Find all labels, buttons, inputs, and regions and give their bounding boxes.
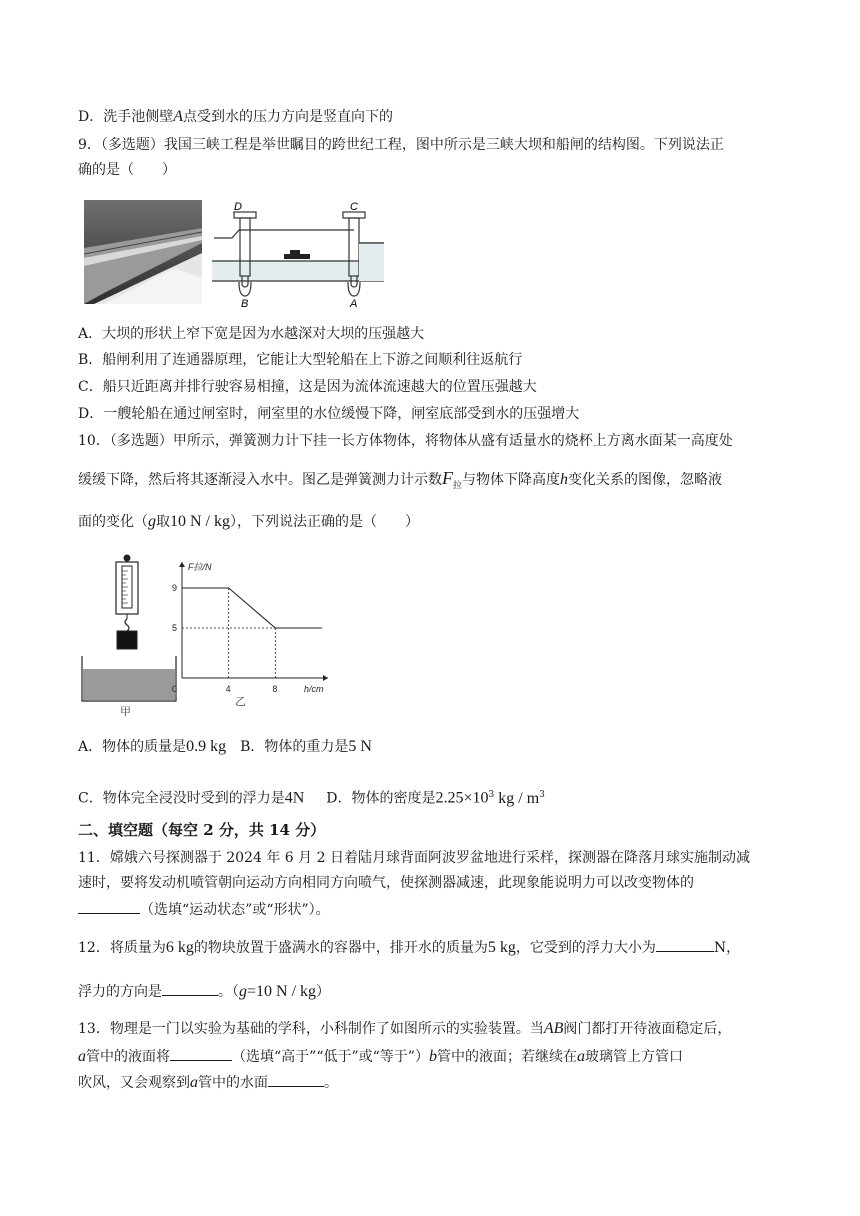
q13-blank-2[interactable] [268,1072,324,1087]
x-tick-label: 0 [172,684,178,694]
q13-line1: 13．物理是一门以实验为基础的学科，小科制作了如图所示的实验装置。当AB阀门都打开待液面稳定后， [78,1020,732,1037]
q9-option-b: B．船闸利用了连通器原理，它能让大型轮船在上下游之间顺利往返航行 [78,352,523,368]
q8-option-d: D．洗手池侧壁A点受到水的压力方向是竖直向下的 [78,108,394,125]
x-axis-arrow [323,675,328,681]
q12-blank-2[interactable] [162,981,218,996]
q9-stem-line1: 9．（多选题）我国三峡工程是举世瞩目的跨世纪工程，图中所示是三峡大坝和船闸的结构图。下列说法正 [78,137,724,153]
lock-label-a: A [350,298,358,308]
ship-icon [284,250,310,259]
q12-line1: 12．将质量为6 kg的物块放置于盛满水的容器中，排开水的质量为5 kg，它受到的浮力大小为 N， [78,939,741,956]
q9-option-c: C．船只近距离并排行驶容易相撞，这是因为流体流速越大的位置压强越大 [78,379,537,395]
y-axis-label: F拉/N [188,562,212,572]
lock-label-c: C [350,201,358,213]
q13-blank-1[interactable] [170,1046,232,1061]
q11-line3: （选填“运动状态”或“形状”）。 [78,899,330,920]
q13-line2: a管中的液面将 （选填“高于”“低于”或“等于”）b管中的液面；若继续在a玻璃管上方管口 [78,1048,683,1065]
x-axis-label: h/cm [304,684,324,694]
y-tick-label: 5 [172,623,178,633]
q11-blank[interactable] [78,899,140,914]
q10-stem-line1: 10．（多选题）甲所示，弹簧测力计下挂一长方体物体，将物体从盛有适量水的烧杯上方离水面某一高度处 [78,433,733,449]
q10-stem-line2: 缓缓下降，然后将其逐渐浸入水中。图乙是弹簧测力计示数$F_拉$与物体下降高度h变化关系的图像，忽略液 [78,468,723,491]
force-height-chart [172,562,328,694]
figure-label-jia: 甲 [120,706,131,718]
y-axis-arrow [179,562,185,567]
q9-option-d: D．一艘轮船在通过闸室时，闸室里的水位缓慢下降，闸室底部受到水的压强增大 [78,406,580,422]
figure-label-yi: 乙 [235,696,246,708]
q12-blank-1[interactable] [656,937,714,952]
y-tick-label: 9 [172,583,178,593]
q10-stem-line3: 面的变化（g取10 N / kg），下列说法正确的是（ ） [78,513,419,530]
section-heading: 二、填空题（每空 2 分，共 14 分） [78,821,326,839]
q12-line2: 浮力的方向是 。（g=10 N / kg） [78,983,331,1000]
q11-line1: 11．嫦娥六号探测器于 2024 年 6 月 2 日着陆月球背面阿波罗盆地进行采样，探测器在降落月球实施制动减 [78,850,750,866]
x-tick-label: 4 [225,684,231,694]
q9-stem-line2: 确的是（ ） [78,162,176,178]
lock-label-d: D [234,201,242,213]
q11-line2: 速时，要将发动机喷管朝向运动方向相同方向喷气，使探测器减速，此现象能说明力可以改变物体的 [78,875,694,891]
q10-options-cd: C．物体完全浸没时受到的浮力是4N D．物体的密度是$2.25\times 10^3$ kg / $m^3$ [78,789,545,807]
q13-line3: 吹风，又会观察到a管中的水面 。 [78,1074,338,1091]
q10-figure [80,553,340,718]
q9-figure [84,198,404,308]
dam-photo [84,200,202,304]
series-line [182,588,322,628]
lock-label-b: B [241,298,249,308]
spring-scale-apparatus [82,555,176,701]
q10-options-ab: A．物体的质量是0.9 kg B．物体的重力是5 N [78,738,372,755]
q9-option-a: A．大坝的形状上窄下宽是因为水越深对大坝的压强越大 [78,326,425,342]
x-tick-label: 8 [272,684,278,694]
